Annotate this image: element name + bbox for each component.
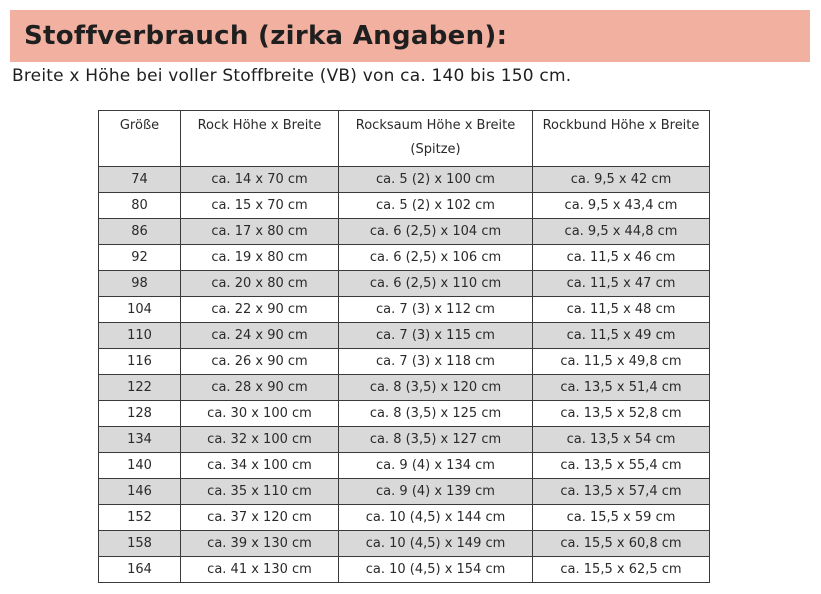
table-row xyxy=(99,505,710,531)
cell-hem: ca. 7 (3) x 112 cm xyxy=(339,297,533,323)
table-header xyxy=(99,111,710,167)
cell-size: 128 xyxy=(99,401,181,427)
cell-size: 116 xyxy=(99,349,181,375)
cell-waistband: ca. 13,5 x 54 cm xyxy=(533,427,710,453)
header-size: Größe xyxy=(99,111,181,167)
cell-hem: ca. 7 (3) x 115 cm xyxy=(339,323,533,349)
cell-waistband: ca. 15,5 x 59 cm xyxy=(533,505,710,531)
cell-waistband: ca. 13,5 x 52,8 cm xyxy=(533,401,710,427)
cell-skirt: ca. 14 x 70 cm xyxy=(181,167,339,193)
page-title: Stoffverbrauch (zirka Angaben): xyxy=(24,21,508,51)
cell-waistband: ca. 13,5 x 51,4 cm xyxy=(533,375,710,401)
cell-size: 86 xyxy=(99,219,181,245)
cell-skirt: ca. 35 x 110 cm xyxy=(181,479,339,505)
table-row xyxy=(99,401,710,427)
cell-skirt: ca. 15 x 70 cm xyxy=(181,193,339,219)
cell-skirt: ca. 17 x 80 cm xyxy=(181,219,339,245)
cell-waistband: ca. 15,5 x 60,8 cm xyxy=(533,531,710,557)
table-row xyxy=(99,323,710,349)
cell-skirt: ca. 22 x 90 cm xyxy=(181,297,339,323)
cell-skirt: ca. 41 x 130 cm xyxy=(181,557,339,583)
cell-hem: ca. 8 (3,5) x 120 cm xyxy=(339,375,533,401)
header-waistband: Rockbund Höhe x Breite xyxy=(533,111,710,167)
cell-skirt: ca. 19 x 80 cm xyxy=(181,245,339,271)
cell-hem: ca. 6 (2,5) x 110 cm xyxy=(339,271,533,297)
cell-waistband: ca. 9,5 x 43,4 cm xyxy=(533,193,710,219)
table-row xyxy=(99,297,710,323)
cell-waistband: ca. 11,5 x 47 cm xyxy=(533,271,710,297)
cell-hem: ca. 6 (2,5) x 106 cm xyxy=(339,245,533,271)
cell-waistband: ca. 9,5 x 44,8 cm xyxy=(533,219,710,245)
cell-hem: ca. 9 (4) x 134 cm xyxy=(339,453,533,479)
cell-size: 104 xyxy=(99,297,181,323)
cell-waistband: ca. 15,5 x 62,5 cm xyxy=(533,557,710,583)
cell-hem: ca. 5 (2) x 102 cm xyxy=(339,193,533,219)
header-hem: Rocksaum Höhe x Breite (Spitze) xyxy=(339,111,533,167)
cell-hem: ca. 9 (4) x 139 cm xyxy=(339,479,533,505)
table-row xyxy=(99,271,710,297)
cell-waistband: ca. 11,5 x 48 cm xyxy=(533,297,710,323)
cell-hem: ca. 7 (3) x 118 cm xyxy=(339,349,533,375)
cell-waistband: ca. 9,5 x 42 cm xyxy=(533,167,710,193)
cell-size: 98 xyxy=(99,271,181,297)
cell-skirt: ca. 32 x 100 cm xyxy=(181,427,339,453)
cell-waistband: ca. 13,5 x 55,4 cm xyxy=(533,453,710,479)
cell-skirt: ca. 37 x 120 cm xyxy=(181,505,339,531)
cell-waistband: ca. 11,5 x 49 cm xyxy=(533,323,710,349)
table-row xyxy=(99,167,710,193)
table-row xyxy=(99,427,710,453)
cell-size: 122 xyxy=(99,375,181,401)
table-row xyxy=(99,219,710,245)
table-row xyxy=(99,193,710,219)
table-row xyxy=(99,479,710,505)
cell-hem: ca. 5 (2) x 100 cm xyxy=(339,167,533,193)
title-banner xyxy=(10,10,810,62)
cell-size: 74 xyxy=(99,167,181,193)
cell-size: 92 xyxy=(99,245,181,271)
table-row xyxy=(99,453,710,479)
table-row xyxy=(99,245,710,271)
cell-skirt: ca. 24 x 90 cm xyxy=(181,323,339,349)
cell-hem: ca. 10 (4,5) x 144 cm xyxy=(339,505,533,531)
cell-skirt: ca. 20 x 80 cm xyxy=(181,271,339,297)
cell-skirt: ca. 34 x 100 cm xyxy=(181,453,339,479)
table-row xyxy=(99,349,710,375)
cell-size: 80 xyxy=(99,193,181,219)
table-row xyxy=(99,557,710,583)
table-row xyxy=(99,531,710,557)
cell-size: 110 xyxy=(99,323,181,349)
page-subtitle: Breite x Höhe bei voller Stoffbreite (VB) von ca. 140 bis 150 cm. xyxy=(12,66,572,86)
header-row xyxy=(99,111,710,167)
table-row xyxy=(99,375,710,401)
cell-size: 152 xyxy=(99,505,181,531)
cell-size: 164 xyxy=(99,557,181,583)
cell-hem: ca. 8 (3,5) x 127 cm xyxy=(339,427,533,453)
header-skirt: Rock Höhe x Breite xyxy=(181,111,339,167)
cell-skirt: ca. 28 x 90 cm xyxy=(181,375,339,401)
cell-size: 146 xyxy=(99,479,181,505)
cell-waistband: ca. 11,5 x 49,8 cm xyxy=(533,349,710,375)
cell-hem: ca. 10 (4,5) x 154 cm xyxy=(339,557,533,583)
cell-skirt: ca. 26 x 90 cm xyxy=(181,349,339,375)
cell-hem: ca. 8 (3,5) x 125 cm xyxy=(339,401,533,427)
fabric-consumption-table xyxy=(98,110,710,583)
cell-size: 140 xyxy=(99,453,181,479)
cell-skirt: ca. 30 x 100 cm xyxy=(181,401,339,427)
cell-hem: ca. 6 (2,5) x 104 cm xyxy=(339,219,533,245)
table-body xyxy=(99,167,710,583)
cell-size: 158 xyxy=(99,531,181,557)
cell-waistband: ca. 13,5 x 57,4 cm xyxy=(533,479,710,505)
cell-waistband: ca. 11,5 x 46 cm xyxy=(533,245,710,271)
cell-hem: ca. 10 (4,5) x 149 cm xyxy=(339,531,533,557)
cell-size: 134 xyxy=(99,427,181,453)
cell-skirt: ca. 39 x 130 cm xyxy=(181,531,339,557)
